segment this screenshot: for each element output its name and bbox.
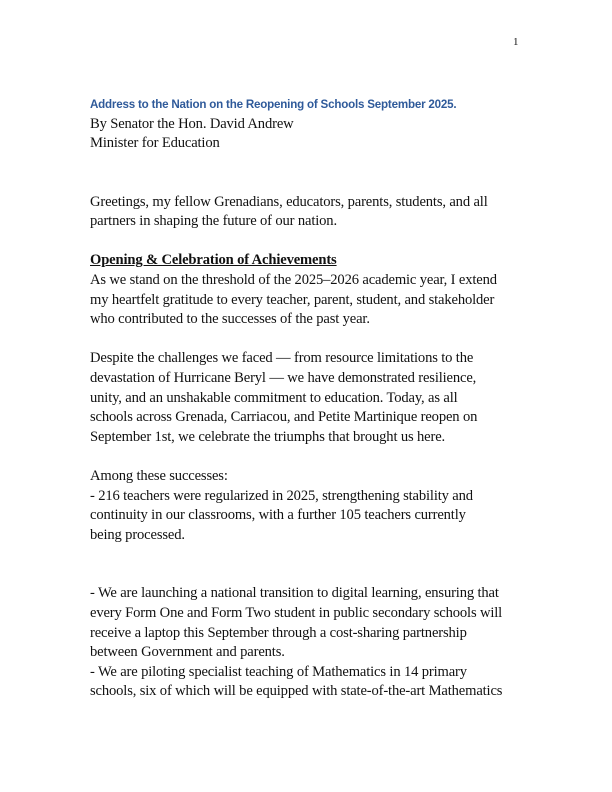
list-item-line: every Form One and Form Two student in public secondary schools will [90, 604, 503, 621]
text-line: who contributed to the successes of the past year. [90, 311, 370, 328]
document-title: Address to the Nation on the Reopening of Schools September 2025. [90, 98, 457, 111]
challenges-paragraph [90, 349, 530, 447]
page-number: 1 [513, 36, 519, 48]
text-line: partners in shaping the future of our nation. [90, 213, 337, 230]
document-body [90, 95, 530, 702]
list-item-line: continuity in our classrooms, with a further 105 teachers currently [90, 507, 466, 524]
opening-paragraph [90, 271, 530, 330]
text-line: Greetings, my fellow Grenadians, educators, parents, students, and all [90, 193, 488, 210]
list-item-line: - 216 teachers were regularized in 2025, strengthening stability and [90, 487, 473, 504]
list-item-line: schools, six of which will be equipped with state-of-the-art Mathematics [90, 683, 503, 700]
text-line: my heartfelt gratitude to every teacher, parent, student, and stakeholder [90, 291, 495, 308]
text-line: September 1st, we celebrate the triumphs that brought us here. [90, 428, 446, 445]
text-line: devastation of Hurricane Beryl — we have demonstrated resilience, [90, 370, 477, 387]
list-item-line: - We are piloting specialist teaching of Mathematics in 14 primary [90, 663, 467, 680]
list-item-line: - We are launching a national transition to digital learning, ensuring that [90, 585, 499, 602]
author-role: Minister for Education [90, 135, 220, 152]
successes-list [90, 467, 530, 545]
text-line: Despite the challenges we faced — from resource limitations to the [90, 350, 474, 367]
list-item-line: between Government and parents. [90, 644, 285, 661]
list-item-line: being processed. [90, 526, 185, 543]
greeting-paragraph [90, 193, 530, 232]
list-item-line: receive a laptop this September through a cost-sharing partnership [90, 624, 467, 641]
text-line: unity, and an unshakable commitment to education. Today, as all [90, 389, 458, 406]
section-heading: Opening & Celebration of Achievements [90, 252, 337, 269]
list-item-digital-learning [90, 584, 530, 662]
text-line: As we stand on the threshold of the 2025–2026 academic year, I extend [90, 272, 497, 289]
list-item-mathematics [90, 663, 530, 702]
byline: By Senator the Hon. David Andrew [90, 115, 294, 132]
text-line: schools across Grenada, Carriacou, and Petite Martinique reopen on [90, 409, 478, 426]
successes-intro: Among these successes: [90, 468, 228, 484]
